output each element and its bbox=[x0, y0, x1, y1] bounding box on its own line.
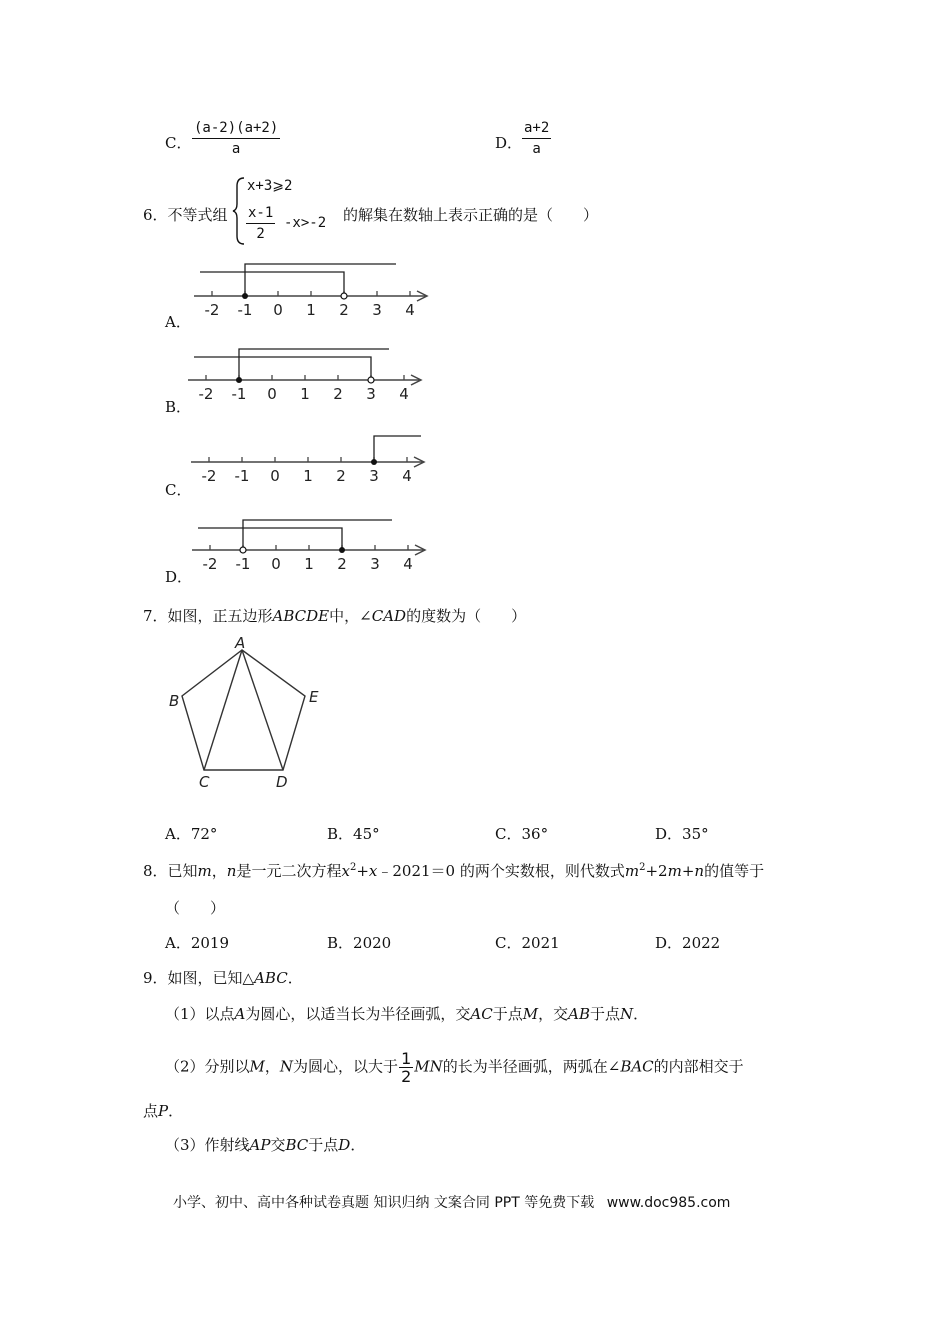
q9-text: 交 bbox=[270, 1136, 286, 1154]
q9-text: 于点 bbox=[492, 1005, 523, 1023]
q6-option-a-label: A． bbox=[165, 313, 191, 331]
q7-option-b: B．45° bbox=[327, 825, 380, 843]
tick-label: 2 bbox=[337, 555, 347, 573]
q8-option-b: B．2020 bbox=[327, 934, 392, 952]
q9-text: （2）分别以 bbox=[165, 1057, 250, 1076]
q8-option-a: A．2019 bbox=[165, 934, 230, 952]
q9-segment: AB bbox=[568, 1005, 590, 1023]
tick-label: 4 bbox=[405, 301, 415, 319]
q8-var-x: x bbox=[341, 862, 350, 880]
q6-option-a-number-line bbox=[190, 258, 435, 322]
q5-option-c-numerator: (a-2)(a+2) bbox=[192, 120, 280, 139]
q6-option-d-number-line bbox=[188, 514, 433, 578]
tick-label: -2 bbox=[202, 555, 218, 573]
tick-label: 0 bbox=[270, 467, 280, 485]
q9-text: ，交 bbox=[538, 1005, 569, 1023]
q8-var-m: m bbox=[197, 862, 212, 880]
footer-url[interactable]: www.doc985.com bbox=[606, 1195, 731, 1211]
q8-text: ， bbox=[211, 862, 227, 880]
q9-text: 为圆心，以适当长为半径画弧，交 bbox=[245, 1005, 471, 1023]
q5-option-d-denominator: a bbox=[532, 141, 541, 157]
q9-half-fraction bbox=[399, 1050, 413, 1085]
q8-answer-paren: （ ） bbox=[165, 899, 226, 917]
q7-option-c: C．36° bbox=[495, 825, 549, 843]
q6-inequality-2-numerator: x-1 bbox=[246, 205, 275, 224]
q9-point: A bbox=[234, 1005, 246, 1023]
tick-label: 1 bbox=[306, 301, 316, 319]
q9-step-3 bbox=[165, 1134, 365, 1155]
q9-text: 的长为半径画弧，两弧在∠ bbox=[442, 1057, 621, 1076]
tick-label: 0 bbox=[271, 555, 281, 573]
tick-label: 3 bbox=[369, 467, 379, 485]
q9-point: M bbox=[522, 1005, 539, 1023]
tick-label: 2 bbox=[333, 385, 343, 403]
q9-text: 点 bbox=[143, 1102, 159, 1120]
tick-label: 2 bbox=[339, 301, 349, 319]
q9-text: 的内部相交于 bbox=[653, 1057, 744, 1076]
q5-option-d-fraction bbox=[522, 120, 551, 157]
q9-text: 于点 bbox=[308, 1136, 339, 1154]
q9-text: 为圆心，以大于 bbox=[293, 1057, 399, 1076]
q6-inequality-2-denominator: 2 bbox=[256, 226, 265, 242]
q9-segment: MN bbox=[414, 1057, 443, 1076]
q8-var-m: m bbox=[667, 862, 682, 880]
q9-step-2 bbox=[165, 1050, 744, 1085]
q7-angle-name: CAD bbox=[371, 607, 407, 625]
vertex-label-a: A bbox=[235, 635, 246, 652]
q9-segment: AC bbox=[470, 1005, 493, 1023]
q9-text: ， bbox=[264, 1057, 280, 1076]
tick-label: -1 bbox=[231, 385, 247, 403]
tick-label: 1 bbox=[303, 467, 313, 485]
q8-option-d: D．2022 bbox=[655, 934, 721, 952]
q9-text: （1）以点 bbox=[165, 1005, 235, 1023]
q8-var-n: n bbox=[226, 862, 237, 880]
tick-label: 4 bbox=[403, 555, 413, 573]
q9-step-2-continued bbox=[143, 1100, 183, 1121]
q8-text: ﹣2021＝0 的两个实数根，则代数式 bbox=[377, 862, 625, 880]
tick-label: 1 bbox=[304, 555, 314, 573]
q8-stem bbox=[143, 860, 764, 881]
q6-inequality-1: x+3⩾2 bbox=[247, 178, 293, 194]
q8-text: + bbox=[356, 862, 369, 880]
tick-label: 2 bbox=[336, 467, 346, 485]
q8-text: + bbox=[681, 862, 695, 880]
q8-text: 8．已知 bbox=[143, 862, 198, 880]
q9-text: 9．如图，已知△ bbox=[143, 969, 255, 987]
q7-pentagon-figure bbox=[160, 635, 340, 795]
q8-text: 是一元二次方程 bbox=[236, 862, 342, 880]
tick-label: 0 bbox=[267, 385, 277, 403]
q6-option-b-label: B． bbox=[165, 398, 192, 416]
q7-stem-prefix: 7．如图，正五边形 bbox=[143, 607, 273, 625]
tick-label: -1 bbox=[235, 555, 251, 573]
q9-half-numerator: 1 bbox=[401, 1049, 412, 1068]
tick-label: 4 bbox=[399, 385, 409, 403]
q9-text: ． bbox=[168, 1102, 184, 1120]
q5-option-d-label: D． bbox=[495, 134, 523, 152]
q5-option-c-fraction bbox=[192, 120, 280, 157]
vertex-label-d: D bbox=[276, 773, 288, 791]
q8-var-m: m bbox=[624, 862, 640, 880]
tick-label: 3 bbox=[372, 301, 382, 319]
q5-option-d-numerator: a+2 bbox=[522, 120, 551, 139]
q8-option-c: C．2021 bbox=[495, 934, 560, 952]
q5-option-c-label: C． bbox=[165, 134, 192, 152]
q9-text: ． bbox=[350, 1136, 366, 1154]
q7-option-d: D．35° bbox=[655, 825, 709, 843]
q9-angle: BAC bbox=[620, 1057, 654, 1076]
q9-stem bbox=[143, 967, 303, 988]
q9-segment: AP bbox=[249, 1136, 271, 1154]
q8-var-n: n bbox=[694, 862, 705, 880]
tick-label: -1 bbox=[234, 467, 250, 485]
q9-point: N bbox=[619, 1005, 634, 1023]
q8-text: 的值等于 bbox=[704, 862, 765, 880]
q8-text: +2 bbox=[645, 862, 668, 880]
tick-label: 3 bbox=[370, 555, 380, 573]
q7-stem bbox=[143, 605, 526, 626]
tick-label: -1 bbox=[237, 301, 253, 319]
page-footer bbox=[173, 1192, 730, 1212]
q6-system-brace bbox=[232, 176, 246, 246]
q9-point: M bbox=[249, 1057, 265, 1076]
q9-text: （3）作射线 bbox=[165, 1136, 250, 1154]
q9-point: N bbox=[279, 1057, 294, 1076]
q7-polygon-name: ABCDE bbox=[272, 607, 330, 625]
q9-step-1 bbox=[165, 1003, 648, 1024]
q6-option-b-number-line bbox=[184, 342, 429, 406]
tick-label: -2 bbox=[198, 385, 214, 403]
q7-stem-mid: 中，∠ bbox=[329, 607, 372, 625]
vertex-label-b: B bbox=[169, 692, 180, 710]
q9-half-denominator: 2 bbox=[401, 1067, 412, 1086]
q8-var-x: x bbox=[368, 862, 378, 880]
tick-label: -2 bbox=[204, 301, 220, 319]
tick-label: 0 bbox=[273, 301, 283, 319]
q7-option-a: A．72° bbox=[165, 825, 218, 843]
q9-triangle: ABC bbox=[254, 969, 288, 987]
q9-text: ． bbox=[287, 969, 303, 987]
q8-exponent: 2 bbox=[349, 862, 357, 873]
vertex-label-e: E bbox=[309, 688, 319, 706]
vertex-label-c: C bbox=[199, 773, 210, 791]
q8-exponent: 2 bbox=[639, 862, 646, 873]
q6-stem-prefix: 6．不等式组 bbox=[143, 206, 228, 224]
tick-label: 1 bbox=[300, 385, 310, 403]
q9-point: D bbox=[338, 1136, 351, 1154]
q9-point: P bbox=[158, 1102, 169, 1120]
q6-option-c-number-line bbox=[187, 426, 432, 490]
footer-text: 小学、初中、高中各种试卷真题 知识归纳 文案合同 PPT 等免费下载 bbox=[173, 1195, 595, 1211]
tick-label: 3 bbox=[366, 385, 376, 403]
q6-option-d-label: D． bbox=[165, 568, 193, 586]
q7-stem-suffix: 的度数为（ ） bbox=[406, 607, 527, 625]
q9-text: 于点 bbox=[589, 1005, 620, 1023]
tick-label: 4 bbox=[402, 467, 412, 485]
q5-option-c-denominator: a bbox=[231, 141, 241, 157]
q9-text: ． bbox=[633, 1005, 649, 1023]
q6-inequality-2-rest: -x>-2 bbox=[284, 215, 327, 231]
q6-inequality-2-fraction bbox=[246, 205, 275, 242]
q6-option-c-label: C． bbox=[165, 481, 192, 499]
q9-segment: BC bbox=[285, 1136, 309, 1154]
q6-stem-suffix: 的解集在数轴上表示正确的是（ ） bbox=[343, 206, 599, 224]
tick-label: -2 bbox=[201, 467, 217, 485]
